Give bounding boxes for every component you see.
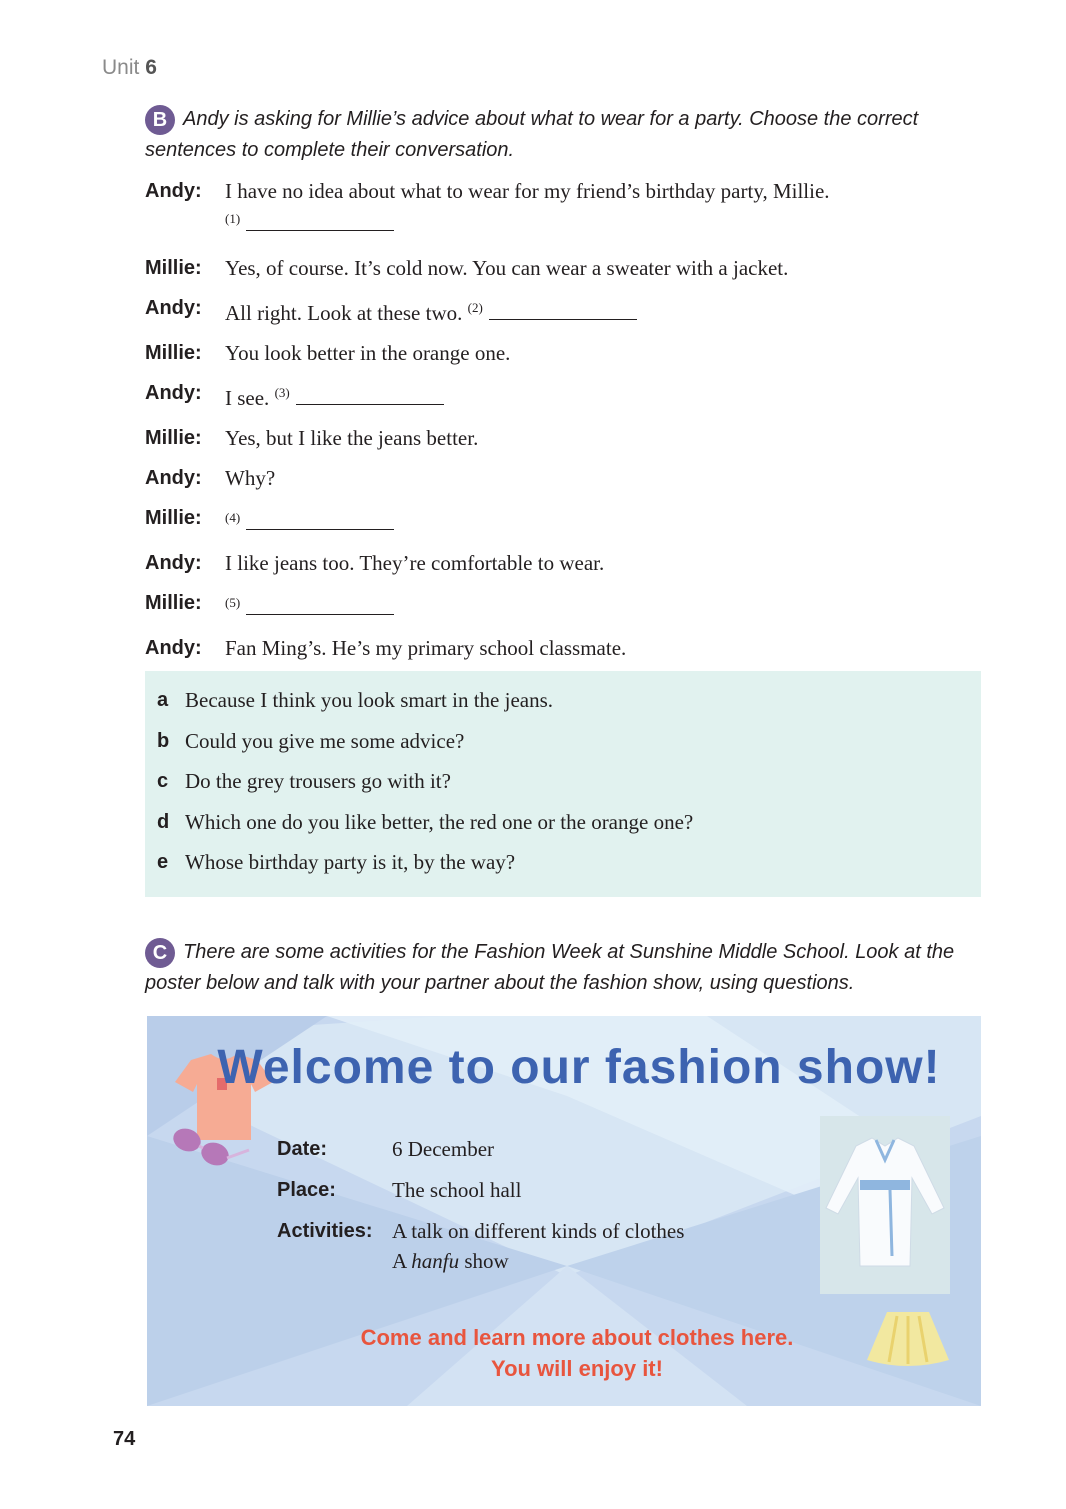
activity-1: A talk on different kinds of clothes <box>392 1219 685 1243</box>
utterance: I like jeans too. They’re comfortable to wear. <box>225 551 605 575</box>
utterance: Why? <box>225 466 276 490</box>
promo-text <box>147 1322 981 1384</box>
section-c-instruction-text: There are some activities for the Fashion Week at Sunshine Middle School. Look at the poster below and talk with your partner about the fashion show, using questions. <box>145 941 955 994</box>
blank-number: (3) <box>274 385 290 400</box>
section-c-badge: C <box>145 938 175 968</box>
option-text: Do the grey trousers go with it? <box>185 769 451 793</box>
unit-header <box>102 56 157 80</box>
option-text: Because I think you look smart in the jeans. <box>185 688 554 712</box>
option-letter: e <box>157 851 169 873</box>
utterance: You look better in the orange one. <box>225 341 511 365</box>
place-row <box>277 1175 684 1205</box>
promo-line-2: You will enjoy it! <box>491 1356 663 1381</box>
hanfu-dress-image <box>820 1116 950 1294</box>
option-letter: d <box>157 810 170 833</box>
speaker: Andy: <box>145 552 202 574</box>
utterance: I have no idea about what to wear for my friend’s birthday party, Millie. <box>225 179 830 203</box>
utterance: Yes, but I like the jeans better. <box>225 426 479 450</box>
place-label: Place: <box>277 1179 336 1201</box>
place-value: The school hall <box>392 1178 522 1202</box>
section-b-instruction <box>145 104 985 165</box>
date-label: Date: <box>277 1138 328 1160</box>
speaker: Andy: <box>145 382 202 404</box>
activity-2: A hanfu show <box>392 1249 509 1273</box>
answer-blank[interactable] <box>489 301 637 320</box>
dialogue-line <box>145 550 985 576</box>
sunglasses-icon <box>171 1120 255 1172</box>
dialogue-line <box>145 380 985 411</box>
blank-number: (5) <box>225 595 241 610</box>
answer-options-box <box>145 671 981 897</box>
option-letter: c <box>157 770 169 792</box>
fashion-show-poster <box>147 1016 981 1406</box>
section-b-badge: B <box>145 105 175 135</box>
utterance: Yes, of course. It’s cold now. You can wear a sweater with a jacket. <box>225 256 789 280</box>
event-info <box>277 1134 684 1287</box>
section-c-instruction <box>145 937 985 998</box>
dialogue-line <box>145 425 985 451</box>
blank-number: (4) <box>225 510 241 525</box>
option-c <box>157 768 981 794</box>
dialogue-line <box>145 505 985 536</box>
speaker: Andy: <box>145 297 202 319</box>
utterance: Fan Ming’s. He’s my primary school classmate. <box>225 636 627 660</box>
unit-label: Unit <box>102 56 140 79</box>
speaker: Millie: <box>145 342 202 364</box>
page-number: 74 <box>113 1428 136 1450</box>
speaker: Andy: <box>145 180 202 202</box>
option-text: Could you give me some advice? <box>185 728 465 753</box>
speaker: Millie: <box>145 592 202 614</box>
unit-number: 6 <box>145 56 157 79</box>
utterance: I see. <box>225 386 270 410</box>
answer-blank[interactable] <box>246 212 394 231</box>
dialogue <box>145 178 985 675</box>
option-b <box>157 728 981 754</box>
promo-line-1: Come and learn more about clothes here. <box>360 1325 794 1350</box>
dialogue-line <box>145 590 985 621</box>
answer-blank[interactable] <box>296 386 444 405</box>
blank-number: (1) <box>225 211 241 226</box>
poster-title: Welcome to our fashion show! <box>217 1041 941 1094</box>
option-text: Whose birthday party is it, by the way? <box>185 850 516 874</box>
option-a <box>157 687 981 713</box>
section-b-instruction-text: Andy is asking for Millie’s advice about what to wear for a party. Choose the correct sentences to complete their conversation. <box>145 108 919 161</box>
activities-label: Activities: <box>277 1220 373 1242</box>
answer-blank[interactable] <box>246 596 394 615</box>
date-row <box>277 1134 684 1164</box>
dialogue-line <box>145 465 985 491</box>
option-d <box>157 809 981 835</box>
date-value: 6 December <box>392 1137 495 1161</box>
speaker: Millie: <box>145 507 202 529</box>
dialogue-line <box>145 295 985 326</box>
dialogue-line <box>145 635 985 661</box>
utterance: All right. Look at these two. <box>225 301 463 325</box>
answer-blank[interactable] <box>246 511 394 530</box>
option-letter: b <box>157 729 170 752</box>
activities-row <box>277 1216 684 1276</box>
speaker: Millie: <box>145 257 202 279</box>
option-letter: a <box>157 689 169 711</box>
dialogue-line <box>145 178 985 237</box>
option-text: Which one do you like better, the red one or the orange one? <box>185 809 694 834</box>
speaker: Millie: <box>145 427 202 449</box>
option-e <box>157 849 981 875</box>
blank-number: (2) <box>467 300 483 315</box>
dialogue-line <box>145 255 985 281</box>
dialogue-line <box>145 340 985 366</box>
speaker: Andy: <box>145 467 202 489</box>
speaker: Andy: <box>145 637 202 659</box>
